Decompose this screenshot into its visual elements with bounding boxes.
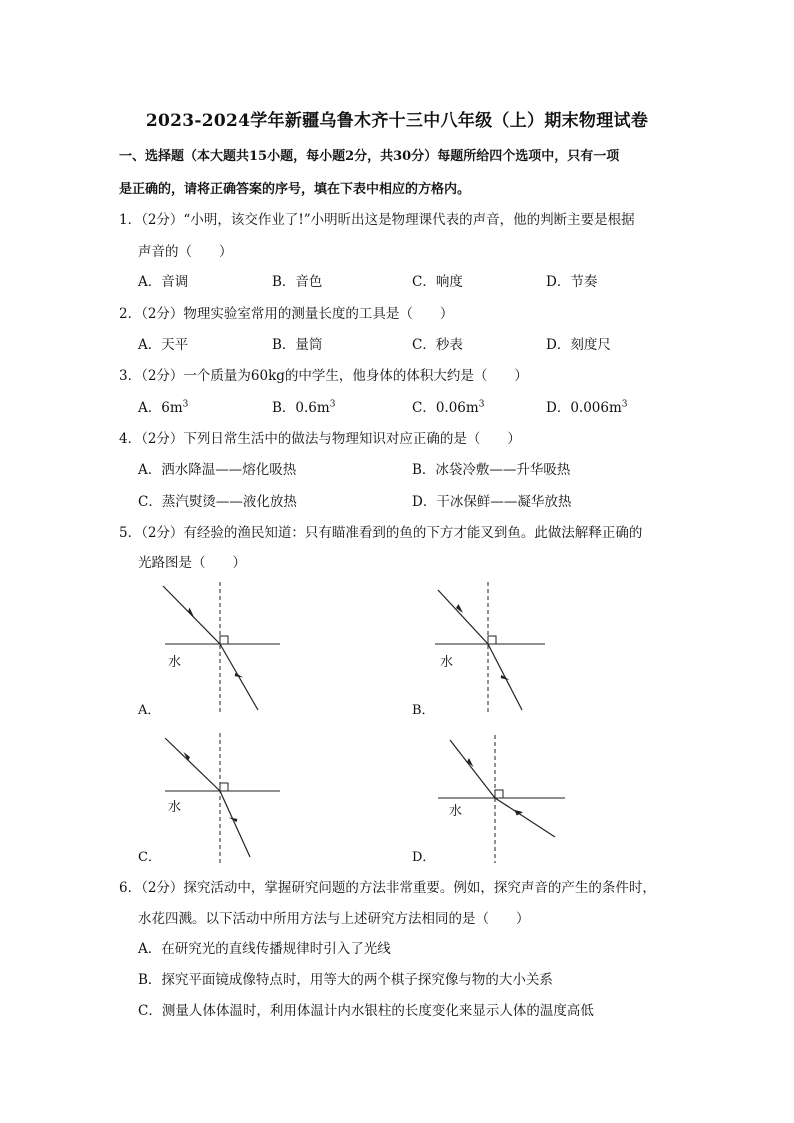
water-label-c: 水 (168, 800, 182, 815)
section-instructions-line1: 一、选择题（本大题共15小题，每小题2分，共30分）每题所给四个选项中，只有一项 (119, 149, 620, 164)
question-4-option-d: D．干冰保鲜——凝华放热 (412, 494, 572, 510)
light-path-diagram-b (430, 582, 560, 714)
question-6-stem-cont: 水花四溅。以下活动中所用方法与上述研究方法相同的是（ ） (138, 911, 530, 927)
question-5-stem-cont: 光路图是（ ） (138, 555, 246, 571)
light-path-diagram-d (435, 735, 570, 863)
question-3-option-c: C．$0.06m^3$ (412, 399, 485, 416)
question-1-option-a: A．音调 (138, 274, 189, 290)
question-4-option-b: B．冰袋冷敷——升华吸热 (412, 462, 571, 478)
question-6-option-b: B．探究平面镜成像特点时，用等大的两个棋子探究像与物的大小关系 (138, 972, 553, 988)
question-2-option-a: A．天平 (138, 337, 189, 353)
question-6-stem: 6．（2分）探究活动中，掌握研究问题的方法非常重要。例如，探究声音的产生的条件时， (119, 880, 656, 896)
question-2-option-c: C．秒表 (412, 337, 463, 353)
question-3-stem: 3．（2分）一个质量为60kg的中学生，他身体的体积大约是（ ） (119, 368, 528, 384)
question-4-option-c: C．蒸汽熨烫——液化放热 (138, 494, 297, 510)
question-1-stem: 1．（2分）“小明，该交作业了!”小明昕出这是物理课代表的声音，他的判断主要是根据 (119, 212, 635, 228)
question-2-option-d: D．刻度尺 (546, 337, 611, 353)
question-1-option-d: D．节奏 (546, 274, 598, 290)
question-6-option-a: A．在研究光的直线传播规律时引入了光线 (138, 941, 391, 957)
question-6-option-c: C．测量人体体温时，利用体温计内水银柱的长度变化来显示人体的温度高低 (138, 1003, 594, 1019)
question-1-stem-cont: 声音的（ ） (138, 244, 233, 260)
question-2-stem: 2．（2分）物理实验室常用的测量长度的工具是（ ） (119, 306, 454, 322)
paper-title: 2023-2024学年新疆乌鲁木齐十三中八年级（上）期末物理试卷 (145, 111, 649, 131)
water-label-a: 水 (168, 655, 182, 670)
diagram-c-letter: C． (138, 850, 161, 865)
question-3-option-b: B．$0.6m^3$ (272, 399, 336, 416)
diagram-b-letter: B． (412, 703, 435, 718)
question-3-option-a: A．$6m^3$ (138, 399, 189, 416)
diagram-d-letter: D． (412, 850, 436, 865)
section-instructions-line2: 是正确的，请将正确答案的序号，填在下表中相应的方格内。 (119, 182, 471, 197)
water-label-b: 水 (440, 655, 454, 670)
question-1-option-b: B．音色 (272, 274, 323, 290)
question-5-stem: 5．（2分）有经验的渔民知道：只有瞄准看到的鱼的下方才能叉到鱼。此做法解释正确的 (119, 525, 643, 541)
question-3-option-d: D．$0.006m^3$ (546, 399, 628, 416)
light-path-diagram-a (160, 582, 290, 714)
water-label-d: 水 (449, 804, 463, 819)
question-1-option-c: C．响度 (412, 274, 463, 290)
diagram-a-letter: A． (138, 703, 161, 718)
question-4-stem: 4．（2分）下列日常生活中的做法与物理知识对应正确的是（ ） (119, 431, 521, 447)
question-4-option-a: A．洒水降温——熔化吸热 (138, 462, 297, 478)
question-2-option-b: B．量筒 (272, 337, 323, 353)
